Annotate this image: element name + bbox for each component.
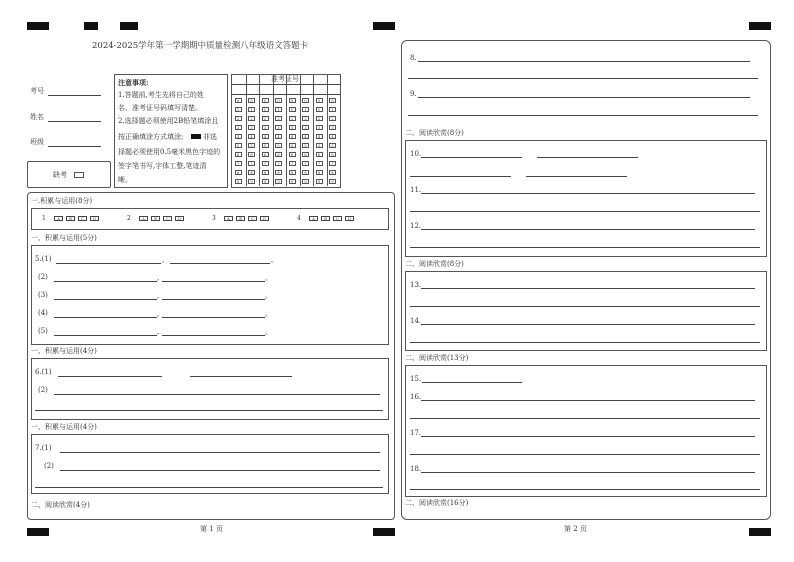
- notice-line: 2.选择题必须使用2B铅笔填涂且: [118, 117, 219, 125]
- ticket-digit-bubble[interactable]: 0: [275, 98, 282, 103]
- q13-label: 13.: [410, 281, 422, 289]
- ticket-digit-bubble[interactable]: 9: [289, 179, 296, 184]
- notice-line: 按正确填涂方式填涂;: [118, 133, 184, 141]
- mc-option-bubble[interactable]: D: [260, 216, 269, 221]
- ticket-column-divider: [327, 74, 328, 186]
- q7-label: 7.(1): [35, 444, 52, 452]
- ticket-digit-bubble[interactable]: 2: [329, 116, 336, 121]
- ticket-digit-bubble[interactable]: 6: [262, 152, 269, 157]
- mc-option-bubble[interactable]: A: [139, 216, 148, 221]
- mc-question-number: 3: [212, 215, 216, 222]
- mc-option-bubble[interactable]: A: [309, 216, 318, 221]
- ticket-digit-bubble[interactable]: 9: [248, 179, 255, 184]
- period: 。: [265, 292, 272, 300]
- mc-option-bubble[interactable]: B: [321, 216, 330, 221]
- exam-no-label: 考号: [30, 87, 44, 95]
- section-heading: 二、阅读欣赏(4分): [31, 501, 90, 509]
- ticket-digit-bubble[interactable]: 9: [329, 179, 336, 184]
- ticket-digit-bubble[interactable]: 6: [289, 152, 296, 157]
- mc-question-number: 4: [297, 215, 301, 222]
- ticket-digit-bubble[interactable]: 3: [316, 125, 323, 130]
- section-heading: 一、积累与运用(5分): [31, 234, 97, 242]
- ticket-digit-bubble[interactable]: 4: [275, 134, 282, 139]
- reading-box: [405, 365, 767, 497]
- ticket-digit-bubble[interactable]: 4: [262, 134, 269, 139]
- ticket-digit-bubble[interactable]: 0: [329, 98, 336, 103]
- filled-bubble-example: [191, 134, 201, 139]
- q8-label: 8.: [410, 54, 417, 62]
- mc-option-bubble[interactable]: C: [163, 216, 172, 221]
- ticket-digit-bubble[interactable]: 9: [262, 179, 269, 184]
- ticket-column-divider: [313, 74, 314, 186]
- ticket-digit-bubble[interactable]: 8: [316, 170, 323, 175]
- ticket-digit-bubble[interactable]: 5: [275, 143, 282, 148]
- mc-option-bubble[interactable]: B: [66, 216, 75, 221]
- q6-label: (2): [38, 386, 48, 394]
- answer-line[interactable]: [54, 281, 157, 282]
- notice-line: 名、准考证号码填写清楚。: [118, 104, 202, 112]
- section-heading: 一、积累与运用(4分): [31, 423, 97, 431]
- answer-line[interactable]: [537, 157, 638, 158]
- q7-label: (2): [44, 462, 54, 470]
- absent-checkbox[interactable]: [74, 172, 84, 178]
- q5-label: (2): [38, 273, 48, 281]
- ticket-digit-bubble[interactable]: 8: [329, 170, 336, 175]
- ticket-digit-bubble[interactable]: 5: [289, 143, 296, 148]
- ticket-digit-bubble[interactable]: 7: [235, 161, 242, 166]
- ticket-digit-bubble[interactable]: 7: [275, 161, 282, 166]
- period: 。: [265, 274, 272, 282]
- ticket-digit-bubble[interactable]: 3: [248, 125, 255, 130]
- ticket-number-label: 准考证号: [271, 75, 299, 83]
- ticket-digit-bubble[interactable]: 2: [262, 116, 269, 121]
- period: 。: [265, 328, 272, 336]
- section-heading: 一.积累与运用(8分): [31, 197, 93, 205]
- class-field[interactable]: [48, 146, 101, 147]
- ticket-digit-bubble[interactable]: 7: [262, 161, 269, 166]
- section-heading: 二、阅读欣赏(16分): [405, 499, 469, 507]
- answer-line[interactable]: [170, 263, 270, 264]
- answer-line[interactable]: [35, 410, 383, 411]
- ticket-digit-bubble[interactable]: 0: [262, 98, 269, 103]
- answer-line[interactable]: [54, 317, 157, 318]
- ticket-column-divider: [300, 74, 301, 186]
- answer-line[interactable]: [410, 454, 760, 455]
- notice-heading: 注意事项:: [118, 78, 149, 87]
- ticket-digit-bubble[interactable]: 1: [289, 107, 296, 112]
- notice-line: 签字笔书写,字体工整,笔迹清: [118, 162, 207, 170]
- section-heading: 一、积累与运用(4分): [31, 347, 97, 355]
- answer-line[interactable]: [408, 115, 758, 116]
- ticket-digit-bubble[interactable]: 3: [289, 125, 296, 130]
- answer-line[interactable]: [162, 281, 265, 282]
- ticket-digit-bubble[interactable]: 2: [275, 116, 282, 121]
- comma: ,: [157, 310, 160, 318]
- page-number: 第 1 页: [200, 525, 223, 533]
- answer-line[interactable]: [56, 263, 161, 264]
- timing-mark: [749, 22, 771, 30]
- ticket-digit-bubble[interactable]: 9: [302, 179, 309, 184]
- q17-label: 17.: [410, 429, 422, 437]
- answer-line[interactable]: [421, 472, 755, 473]
- q5-label: (3): [38, 291, 48, 299]
- ticket-digit-bubble[interactable]: 1: [248, 107, 255, 112]
- answer-line[interactable]: [408, 78, 758, 79]
- ticket-digit-bubble[interactable]: 2: [289, 116, 296, 121]
- page-title: 2024-2025学年第一学期期中质量检测八年级语文答题卡: [92, 41, 309, 51]
- comma: ,: [157, 328, 160, 336]
- ticket-digit-bubble[interactable]: 8: [302, 170, 309, 175]
- ticket-digit-bubble[interactable]: 5: [316, 143, 323, 148]
- mc-question-number: 2: [127, 215, 131, 222]
- ticket-digit-bubble[interactable]: 8: [289, 170, 296, 175]
- q15-label: 15.: [410, 375, 422, 383]
- mc-question-number: 1: [42, 215, 46, 222]
- timing-mark: [373, 528, 395, 536]
- answer-line[interactable]: [35, 487, 383, 488]
- exam-no-field[interactable]: [48, 95, 101, 96]
- notice-line: 1.答题前,考生先将自己的姓: [118, 91, 204, 99]
- ticket-digit-bubble[interactable]: 0: [302, 98, 309, 103]
- comma: ,: [157, 274, 160, 282]
- name-label: 姓名: [30, 113, 44, 121]
- answer-line[interactable]: [418, 97, 750, 98]
- ticket-digit-bubble[interactable]: 7: [302, 161, 309, 166]
- absent-label: 缺考: [53, 171, 67, 179]
- ticket-digit-bubble[interactable]: 1: [235, 107, 242, 112]
- answer-line[interactable]: [58, 376, 162, 377]
- mc-option-bubble[interactable]: C: [248, 216, 257, 221]
- name-field[interactable]: [48, 121, 101, 122]
- ticket-digit-bubble[interactable]: 6: [275, 152, 282, 157]
- ticket-digit-bubble[interactable]: 2: [316, 116, 323, 121]
- ticket-bubble-grid[interactable]: [232, 96, 340, 186]
- q16-label: 16.: [410, 393, 422, 401]
- comma: ,: [162, 256, 165, 264]
- ticket-digit-bubble[interactable]: 7: [316, 161, 323, 166]
- answer-line[interactable]: [162, 299, 265, 300]
- answer-line[interactable]: [421, 436, 755, 437]
- ticket-digit-bubble[interactable]: 6: [248, 152, 255, 157]
- answer-line[interactable]: [410, 418, 760, 419]
- q10-label: 10.: [410, 150, 422, 158]
- answer-line[interactable]: [421, 193, 755, 194]
- ticket-digit-bubble[interactable]: 1: [329, 107, 336, 112]
- q5-label: (4): [38, 309, 48, 317]
- period: 。: [271, 256, 278, 264]
- mc-option-bubble[interactable]: D: [175, 216, 184, 221]
- answer-line[interactable]: [410, 176, 511, 177]
- q12-label: 12.: [410, 222, 422, 230]
- ticket-digit-bubble[interactable]: 4: [329, 134, 336, 139]
- page-number: 第 2 页: [564, 525, 587, 533]
- mc-option-bubble[interactable]: B: [236, 216, 245, 221]
- timing-mark: [27, 22, 49, 30]
- ticket-digit-bubble[interactable]: 4: [289, 134, 296, 139]
- section-heading: 二、阅读欣赏(13分): [405, 354, 469, 362]
- ticket-digit-bubble[interactable]: 1: [316, 107, 323, 112]
- ticket-digit-bubble[interactable]: 1: [262, 107, 269, 112]
- notice-line: 非选: [203, 133, 217, 141]
- ticket-digit-bubble[interactable]: 4: [235, 134, 242, 139]
- answer-line[interactable]: [162, 317, 265, 318]
- timing-mark: [373, 22, 395, 30]
- q11-label: 11.: [410, 186, 422, 194]
- ticket-digit-bubble[interactable]: 5: [302, 143, 309, 148]
- ticket-digit-bubble[interactable]: 6: [316, 152, 323, 157]
- section-heading: 二、阅读欣赏(8分): [405, 260, 464, 268]
- mc-option-bubble[interactable]: D: [90, 216, 99, 221]
- ticket-digit-bubble[interactable]: 6: [302, 152, 309, 157]
- section-heading: 二、阅读欣赏(8分): [405, 129, 464, 137]
- ticket-column-divider: [273, 74, 274, 186]
- ticket-digit-bubble[interactable]: 3: [302, 125, 309, 130]
- ticket-digit-bubble[interactable]: 6: [329, 152, 336, 157]
- timing-mark: [84, 22, 98, 30]
- mc-option-bubble[interactable]: B: [151, 216, 160, 221]
- ticket-digit-bubble[interactable]: 4: [302, 134, 309, 139]
- ticket-digit-bubble[interactable]: 2: [235, 116, 242, 121]
- ticket-digit-bubble[interactable]: 8: [235, 170, 242, 175]
- ticket-digit-bubble[interactable]: 6: [235, 152, 242, 157]
- absent-box: [27, 161, 111, 188]
- ticket-digit-bubble[interactable]: 0: [248, 98, 255, 103]
- ticket-digit-bubble[interactable]: 3: [329, 125, 336, 130]
- ticket-digit-bubble[interactable]: 2: [302, 116, 309, 121]
- comma: ,: [157, 292, 160, 300]
- ticket-digit-bubble[interactable]: 7: [289, 161, 296, 166]
- answer-line[interactable]: [410, 247, 760, 248]
- answer-line[interactable]: [418, 61, 750, 62]
- answer-line[interactable]: [54, 299, 157, 300]
- mc-option-bubble[interactable]: C: [333, 216, 342, 221]
- answer-line[interactable]: [421, 324, 755, 325]
- answer-line[interactable]: [60, 452, 380, 453]
- q7-box: [31, 434, 389, 494]
- ticket-digit-bubble[interactable]: 4: [316, 134, 323, 139]
- answer-line[interactable]: [422, 382, 522, 383]
- answer-line[interactable]: [54, 394, 380, 395]
- answer-line[interactable]: [421, 157, 522, 158]
- timing-mark: [120, 22, 138, 30]
- ticket-digit-bubble[interactable]: 1: [302, 107, 309, 112]
- answer-line[interactable]: [421, 229, 755, 230]
- notice-line: 择题必须使用0.5毫米黑色字迹的: [118, 148, 221, 156]
- ticket-digit-bubble[interactable]: 0: [235, 98, 242, 103]
- class-label: 班级: [30, 138, 44, 146]
- ticket-digit-bubble[interactable]: 4: [248, 134, 255, 139]
- ticket-digit-bubble[interactable]: 8: [262, 170, 269, 175]
- ticket-digit-bubble[interactable]: 1: [275, 107, 282, 112]
- q6-label: 6.(1): [35, 368, 52, 376]
- answer-line[interactable]: [54, 335, 157, 336]
- ticket-digit-bubble[interactable]: 5: [248, 143, 255, 148]
- q5-label: (5): [38, 327, 48, 335]
- answer-line[interactable]: [190, 376, 292, 377]
- ticket-digit-bubble[interactable]: 2: [248, 116, 255, 121]
- ticket-digit-bubble[interactable]: 3: [235, 125, 242, 130]
- ticket-digit-bubble[interactable]: 5: [235, 143, 242, 148]
- mc-option-bubble[interactable]: A: [224, 216, 233, 221]
- reading-box: [405, 271, 767, 351]
- ticket-digit-bubble[interactable]: 5: [262, 143, 269, 148]
- answer-line[interactable]: [526, 176, 627, 177]
- ticket-column-divider: [286, 74, 287, 186]
- q14-label: 14.: [410, 317, 422, 325]
- answer-line[interactable]: [421, 288, 755, 289]
- mc-option-bubble[interactable]: A: [54, 216, 63, 221]
- ticket-digit-bubble[interactable]: 7: [248, 161, 255, 166]
- ticket-digit-bubble[interactable]: 7: [329, 161, 336, 166]
- answer-line[interactable]: [410, 211, 760, 212]
- answer-line[interactable]: [410, 306, 760, 307]
- q18-label: 18.: [410, 465, 422, 473]
- ticket-digit-bubble[interactable]: 3: [275, 125, 282, 130]
- ticket-digit-bubble[interactable]: 0: [289, 98, 296, 103]
- ticket-digit-bubble[interactable]: 3: [262, 125, 269, 130]
- timing-mark: [749, 528, 771, 536]
- ticket-digit-bubble[interactable]: 8: [248, 170, 255, 175]
- ticket-digit-bubble[interactable]: 5: [329, 143, 336, 148]
- ticket-digit-bubble[interactable]: 9: [275, 179, 282, 184]
- answer-line[interactable]: [410, 489, 760, 490]
- period: 。: [265, 310, 272, 318]
- ticket-digit-bubble[interactable]: 9: [316, 179, 323, 184]
- ticket-column-divider: [246, 74, 247, 186]
- q5-box: [31, 245, 389, 345]
- answer-line[interactable]: [60, 470, 380, 471]
- mc-option-bubble[interactable]: D: [345, 216, 354, 221]
- timing-mark: [27, 528, 49, 536]
- q5-label: 5.(1): [35, 255, 52, 263]
- ticket-digit-bubble[interactable]: 8: [275, 170, 282, 175]
- answer-line[interactable]: [162, 335, 265, 336]
- q9-label: 9.: [410, 90, 417, 98]
- answer-line[interactable]: [421, 400, 755, 401]
- mc-option-bubble[interactable]: C: [78, 216, 87, 221]
- ticket-column-divider: [259, 74, 260, 186]
- notice-line: 晰。: [118, 176, 132, 184]
- answer-line[interactable]: [410, 342, 760, 343]
- ticket-digit-bubble[interactable]: 9: [235, 179, 242, 184]
- ticket-digit-bubble[interactable]: 0: [316, 98, 323, 103]
